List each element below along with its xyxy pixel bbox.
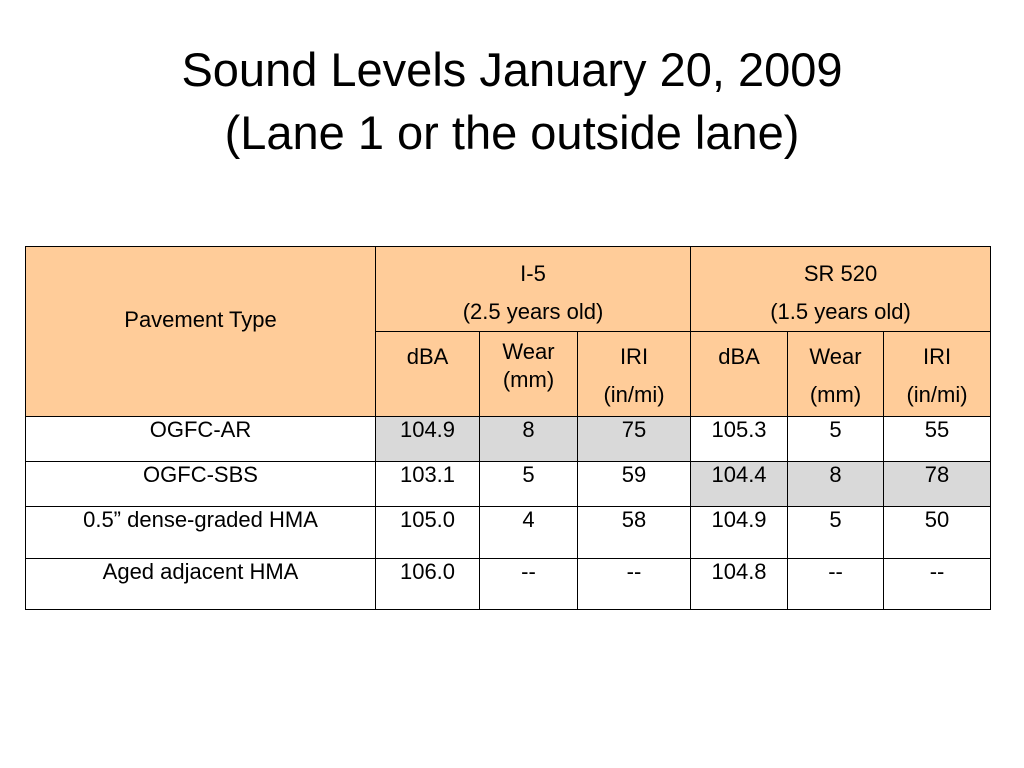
- group-name: I-5: [520, 261, 546, 286]
- i5-iri-cell: --: [578, 559, 691, 610]
- sr520-dba-header: dBA: [691, 332, 788, 417]
- sr520-iri-cell: 50: [884, 507, 991, 559]
- group-age: (1.5 years old): [770, 299, 911, 324]
- sr520-dba-cell: 104.4: [691, 462, 788, 507]
- i5-wear-header: Wear (mm): [480, 332, 578, 417]
- table-row: [26, 559, 991, 610]
- i5-dba-cell: 103.1: [376, 462, 480, 507]
- i5-dba-cell: 104.9: [376, 417, 480, 462]
- i5-wear-cell: --: [480, 559, 578, 610]
- i5-iri-cell: 58: [578, 507, 691, 559]
- i5-iri-cell: 59: [578, 462, 691, 507]
- sr520-dba-cell: 104.8: [691, 559, 788, 610]
- i5-dba-cell: 105.0: [376, 507, 480, 559]
- sr520-wear-cell: 8: [788, 462, 884, 507]
- group-age: (2.5 years old): [462, 299, 604, 324]
- sr520-wear-cell: --: [788, 559, 884, 610]
- table-row: [26, 507, 991, 559]
- sr520-iri-cell: 78: [884, 462, 991, 507]
- header-row-groups: [26, 247, 991, 332]
- group-header-sr520: [691, 247, 991, 332]
- table-row: [26, 417, 991, 462]
- pavement-type-header: Pavement Type: [26, 247, 376, 417]
- sr520-wear-cell: 5: [788, 507, 884, 559]
- table-row: [26, 462, 991, 507]
- group-header-i5: [376, 247, 691, 332]
- i5-wear-cell: 8: [480, 417, 578, 462]
- sr520-dba-cell: 105.3: [691, 417, 788, 462]
- title-line-1: Sound Levels January 20, 2009: [181, 43, 843, 96]
- pavement-cell: Aged adjacent HMA: [26, 559, 376, 610]
- i5-iri-header: IRI (in/mi): [578, 332, 691, 417]
- sound-levels-table: [25, 246, 991, 610]
- i5-dba-cell: 106.0: [376, 559, 480, 610]
- slide-title: [0, 38, 1024, 164]
- i5-dba-header: dBA: [376, 332, 480, 417]
- pavement-cell: OGFC-AR: [26, 417, 376, 462]
- sr520-iri-cell: --: [884, 559, 991, 610]
- pavement-cell: OGFC-SBS: [26, 462, 376, 507]
- i5-iri-cell: 75: [578, 417, 691, 462]
- sr520-wear-cell: 5: [788, 417, 884, 462]
- sr520-dba-cell: 104.9: [691, 507, 788, 559]
- group-name: SR 520: [803, 261, 878, 286]
- pavement-cell: 0.5” dense-graded HMA: [26, 507, 376, 559]
- sr520-iri-cell: 55: [884, 417, 991, 462]
- i5-wear-cell: 5: [480, 462, 578, 507]
- sr520-iri-header: IRI (in/mi): [884, 332, 991, 417]
- title-line-2: (Lane 1 or the outside lane): [224, 106, 800, 159]
- i5-wear-cell: 4: [480, 507, 578, 559]
- sr520-wear-header: Wear (mm): [788, 332, 884, 417]
